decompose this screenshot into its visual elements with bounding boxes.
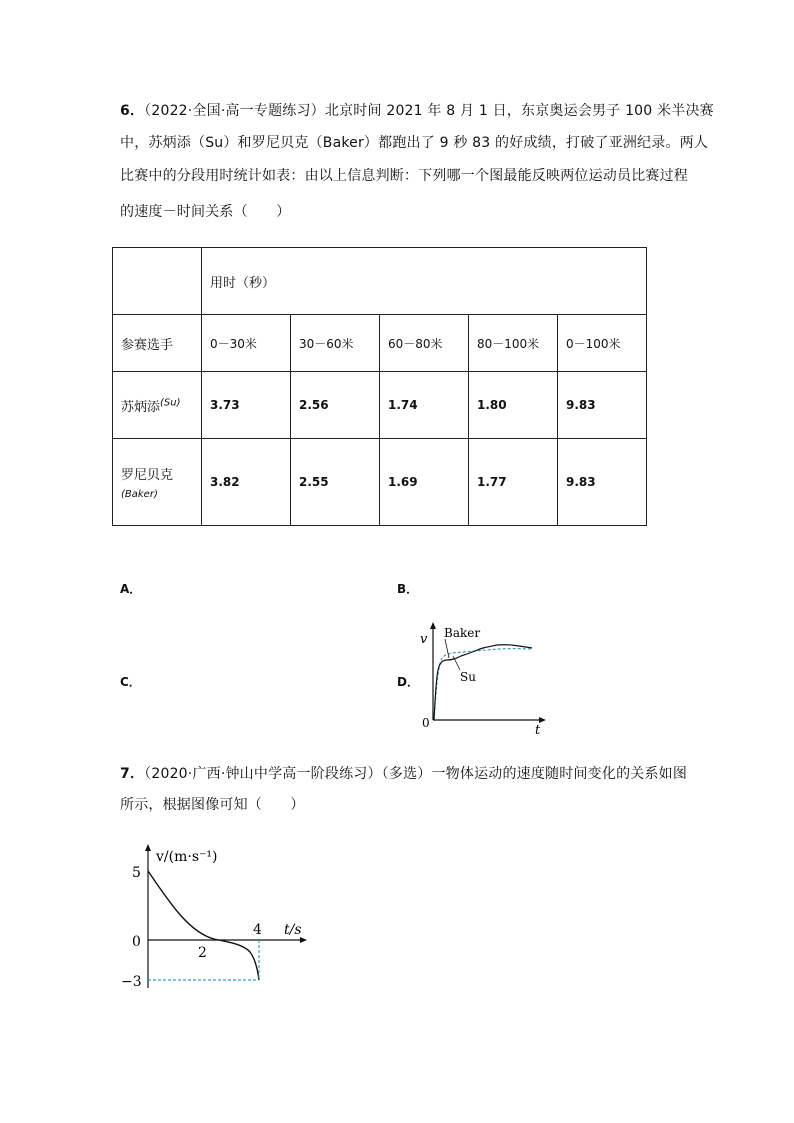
table-cell: 3.73 — [202, 372, 291, 439]
graph7-x-tick: 4 — [253, 922, 262, 938]
option-c-label: C． — [120, 675, 141, 689]
athlete-name-cell — [113, 439, 202, 526]
graph7-x-label: t/s — [284, 922, 302, 938]
q6-line-1 — [120, 101, 714, 121]
graph7-y-tick: 5 — [132, 865, 141, 881]
q6-line-3: 比赛中的分段用时统计如表：由以上信息判断：下列哪一个图最能反映两位运动员比赛过程 — [120, 168, 688, 184]
q7-line-2: 所示，根据图像可知（ ） — [120, 797, 305, 813]
option-a-label: A． — [120, 582, 142, 596]
graph-d-t-label: t — [535, 723, 541, 738]
athlete-name: 罗尼贝克 — [121, 468, 174, 483]
q6-line-4: 的速度－时间关系（ ） — [120, 204, 291, 220]
table-cell: 3.82 — [202, 439, 291, 526]
table-row — [113, 372, 647, 439]
graph-d-v-arrow — [430, 622, 436, 629]
q7-number: 7． — [120, 766, 145, 782]
table-cell: 2.56 — [291, 372, 380, 439]
graph7-x-tick: 2 — [198, 945, 207, 961]
table-cell: 1.77 — [469, 439, 558, 526]
graph7-y-tick: −3 — [121, 974, 142, 990]
time-header: 用时（秒） — [202, 248, 647, 315]
table-cell: 1.69 — [380, 439, 469, 526]
table-cell: 9.83 — [558, 439, 647, 526]
graph7-y-tick: 0 — [132, 934, 141, 950]
option-d-label: D． — [397, 675, 419, 689]
column-header: 0－100米 — [558, 315, 647, 372]
table-cell: 9.83 — [558, 372, 647, 439]
q7-line-1 — [120, 764, 687, 784]
graph-d-su-label: Su — [460, 670, 476, 684]
table-corner-cell — [113, 248, 202, 315]
graph7-y-label: v/(m·s⁻¹) — [156, 849, 218, 865]
athlete-abbrev: (Baker) — [121, 489, 158, 500]
graph-d-velocity-time — [415, 620, 555, 738]
table-row — [113, 439, 647, 526]
column-header: 60－80米 — [380, 315, 469, 372]
q6-text-1: （2022·全国·高一专题练习）北京时间 2021 年 8 月 1 日，东京奥运会男子 100 米半决赛 — [144, 103, 714, 119]
athlete-name: 苏炳添 — [121, 399, 161, 415]
table-cell: 1.80 — [469, 372, 558, 439]
athlete-name-cell — [113, 372, 202, 439]
column-header: 0－30米 — [202, 315, 291, 372]
athlete-abbrev: (Su) — [160, 397, 181, 409]
option-b-label: B． — [397, 582, 419, 596]
column-header: 30－60米 — [291, 315, 380, 372]
column-header: 80－100米 — [469, 315, 558, 372]
graph-d-origin: 0 — [422, 716, 430, 730]
graph-d-baker-curve — [434, 649, 532, 720]
graph-d-baker-label: Baker — [444, 626, 481, 640]
graph-d-v-label: v — [420, 632, 428, 647]
graph-q7-velocity-time — [118, 840, 318, 996]
graph7-v-arrow — [145, 844, 151, 851]
q6-number: 6． — [120, 103, 145, 119]
q6-line-2: 中，苏炳添（Su）和罗尼贝克（Baker）都跑出了 9 秒 83 的好成绩，打破了亚洲纪录。两人 — [120, 135, 709, 151]
graph7-velocity-curve — [148, 871, 259, 980]
athlete-header: 参赛选手 — [113, 315, 202, 372]
table-cell: 1.74 — [380, 372, 469, 439]
split-time-table — [112, 247, 647, 526]
table-cell: 2.55 — [291, 439, 380, 526]
q7-text-1: （2020·广西·钟山中学高一阶段练习）（多选）一物体运动的速度随时间变化的关系如图 — [144, 766, 688, 782]
